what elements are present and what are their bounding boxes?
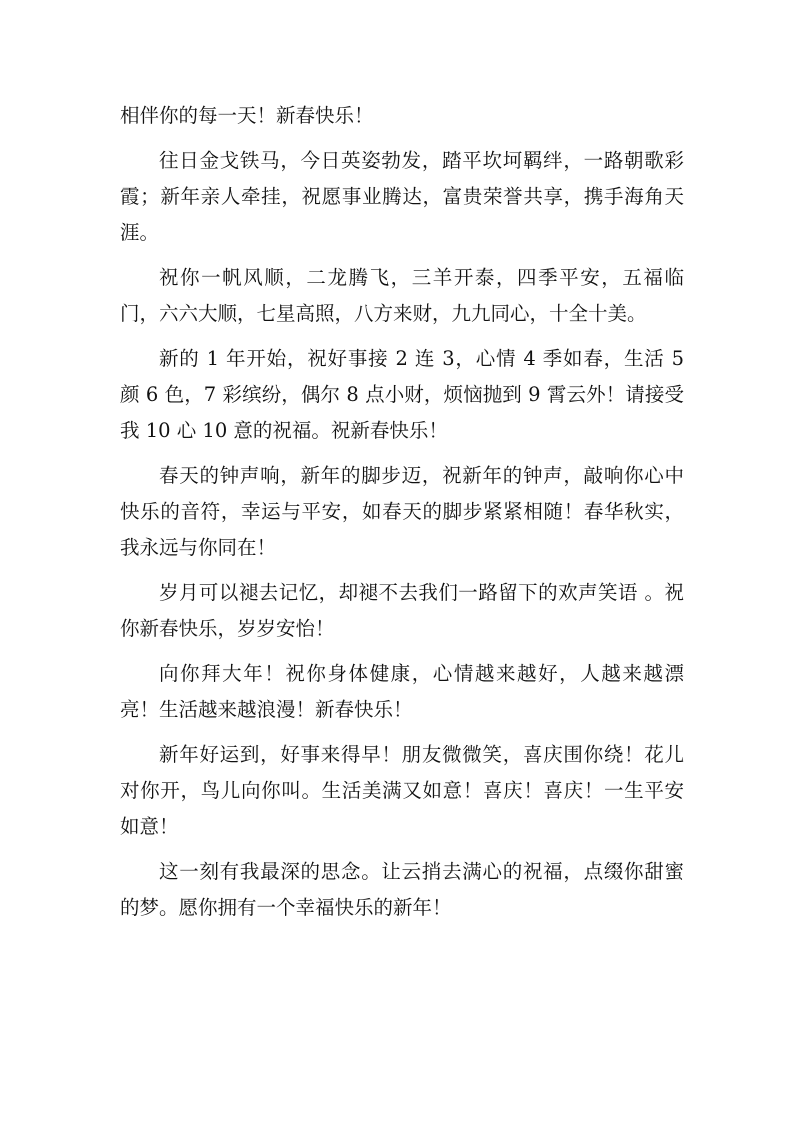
paragraph: 新年好运到，好事来得早！朋友微微笑，喜庆围你绕！花儿对你开，鸟儿向你叫。生活美满又如意！喜庆！喜庆！一生平安如意！: [120, 743, 684, 838]
paragraph: 祝你一帆风顺，二龙腾飞，三羊开泰，四季平安，五福临门，六六大顺，七星高照，八方来财，九九同心，十全十美。: [120, 266, 684, 325]
paragraph-continuation: 相伴你的每一天！新春快乐！: [120, 104, 374, 127]
paragraph: 新的 1 年开始，祝好事接 2 连 3，心情 4 季如春，生活 5 颜 6 色，7 彩缤纷，偶尔 8 点小财，烦恼抛到 9 霄云外！请接受我 10 心 10 意的祝福。祝新春快乐！: [120, 347, 684, 442]
paragraph: 岁月可以褪去记忆，却褪不去我们一路留下的欢声笑语 。祝你新春快乐，岁岁安怡！: [120, 581, 684, 640]
paragraph: 往日金戈铁马，今日英姿勃发，踏平坎坷羁绊，一路朝歌彩霞；新年亲人牵挂，祝愿事业腾达，富贵荣誉共享，携手海角天涯。: [120, 149, 684, 244]
paragraph: 春天的钟声响，新年的脚步迈，祝新年的钟声，敲响你心中快乐的音符，幸运与平安，如春天的脚步紧紧相随！春华秋实，我永远与你同在！: [120, 464, 684, 559]
document-body: [120, 98, 684, 935]
paragraph: 向你拜大年！祝你身体健康，心情越来越好，人越来越漂亮！生活越来越浪漫！新春快乐！: [120, 662, 684, 721]
paragraph: 这一刻有我最深的思念。让云捎去满心的祝福，点缀你甜蜜的梦。愿你拥有一个幸福快乐的新年！: [120, 860, 684, 919]
